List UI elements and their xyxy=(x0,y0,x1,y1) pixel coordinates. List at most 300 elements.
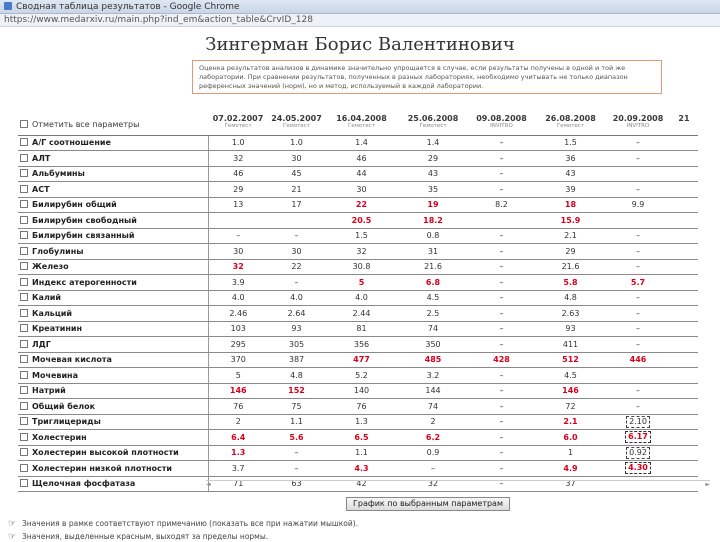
value-text: – xyxy=(636,231,640,241)
parameter-checkbox[interactable] xyxy=(20,293,28,301)
value-text: 32 xyxy=(232,262,244,272)
parameter-name: Билирубин связанный xyxy=(32,231,135,241)
parameter-cell[interactable] xyxy=(18,306,208,322)
value-cell xyxy=(325,290,398,306)
parameter-cell[interactable] xyxy=(18,476,208,492)
value-text: 44 xyxy=(356,169,367,179)
table-row xyxy=(18,290,698,306)
value-text: 0.9 xyxy=(426,448,440,458)
date-column-header[interactable] xyxy=(325,114,398,135)
parameter-cell[interactable] xyxy=(18,166,208,182)
footnote-text: Значения, выделенные красным, выходят за пределы нормы. xyxy=(22,532,269,541)
parameter-name: Билирубин общий xyxy=(32,200,117,210)
value-text: 1.3 xyxy=(231,448,246,458)
column-lab: Гемотест xyxy=(419,123,447,129)
column-date[interactable]: 09.08.2008 xyxy=(476,114,527,123)
parameter-checkbox[interactable] xyxy=(20,185,28,193)
parameter-name: Кальций xyxy=(32,308,72,318)
value-cell xyxy=(606,306,670,322)
column-date[interactable]: 20.09.2008 xyxy=(612,114,664,123)
value-cell xyxy=(398,306,468,322)
value-cell xyxy=(325,321,398,337)
value-cell xyxy=(268,135,325,151)
value-text: – xyxy=(499,401,504,411)
value-text: 21.6 xyxy=(561,262,580,272)
table-row xyxy=(18,135,698,151)
value-cell xyxy=(208,151,268,167)
overflow-cell xyxy=(670,321,698,337)
value-text: 4.9 xyxy=(563,463,578,473)
parameter-name: Мочевина xyxy=(32,370,78,380)
value-cell[interactable] xyxy=(606,430,670,446)
parameter-checkbox[interactable] xyxy=(20,231,28,239)
date-column-header[interactable] xyxy=(208,114,268,135)
parameter-checkbox[interactable] xyxy=(20,479,28,487)
value-cell xyxy=(535,244,606,260)
parameter-checkbox[interactable] xyxy=(20,138,28,146)
horizontal-scrollbar[interactable] xyxy=(206,480,710,488)
value-text: 1.5 xyxy=(564,138,577,148)
value-text: 4.5 xyxy=(564,370,577,380)
parameter-name: А/Г соотношение xyxy=(32,138,111,148)
value-cell xyxy=(325,337,398,353)
value-cell xyxy=(268,337,325,353)
value-text: 4.0 xyxy=(355,293,368,303)
table-row xyxy=(18,306,698,322)
value-text: – xyxy=(499,138,504,148)
value-cell xyxy=(468,244,535,260)
value-text: 2.5 xyxy=(426,308,440,318)
parameter-checkbox[interactable] xyxy=(20,417,28,425)
value-text: 46 xyxy=(356,153,367,163)
value-cell xyxy=(468,135,535,151)
overflow-cell xyxy=(670,383,698,399)
address-bar[interactable] xyxy=(0,14,720,27)
value-cell xyxy=(535,321,606,337)
value-cell xyxy=(468,321,535,337)
table-row xyxy=(18,368,698,384)
parameter-checkbox[interactable] xyxy=(20,448,28,456)
value-cell xyxy=(208,414,268,430)
value-text: – xyxy=(499,324,504,334)
value-cell xyxy=(325,166,398,182)
value-text: 76 xyxy=(233,401,244,411)
value-text: – xyxy=(294,448,299,458)
value-cell xyxy=(268,197,325,213)
parameter-cell[interactable] xyxy=(18,213,208,229)
value-cell xyxy=(468,399,535,415)
parameter-checkbox[interactable] xyxy=(20,262,28,270)
date-column-header[interactable] xyxy=(606,114,670,135)
parameter-checkbox[interactable] xyxy=(20,154,28,162)
value-cell xyxy=(325,306,398,322)
value-cell xyxy=(398,461,468,477)
value-cell xyxy=(208,399,268,415)
column-date[interactable]: 21 xyxy=(678,114,690,123)
value-text: 6.4 xyxy=(231,432,246,442)
value-text: 1.4 xyxy=(355,138,368,148)
value-text: 5.7 xyxy=(630,277,646,287)
value-text: 8.2 xyxy=(495,200,508,210)
value-cell xyxy=(268,290,325,306)
column-lab: INVITRO xyxy=(626,123,650,129)
overflow-cell xyxy=(670,368,698,384)
value-text: – xyxy=(294,231,299,241)
value-cell xyxy=(606,337,670,353)
value-text: – xyxy=(499,246,504,256)
parameter-name: Триглицериды xyxy=(32,417,101,427)
value-cell xyxy=(325,135,398,151)
parameter-cell[interactable] xyxy=(18,445,208,461)
value-text: 4.0 xyxy=(290,293,303,303)
value-cell xyxy=(325,368,398,384)
parameter-name: Холестерин высокой плотности xyxy=(32,448,179,458)
value-cell[interactable] xyxy=(606,445,670,461)
value-text: 5 xyxy=(358,277,365,287)
value-text: – xyxy=(499,417,504,427)
column-date[interactable]: 26.08.2008 xyxy=(545,114,596,123)
value-cell xyxy=(268,275,325,291)
parameter-cell[interactable] xyxy=(18,414,208,430)
value-cell xyxy=(606,135,670,151)
value-text: 1.3 xyxy=(355,417,368,427)
value-text: – xyxy=(236,231,241,241)
value-cell xyxy=(208,337,268,353)
parameter-checkbox[interactable] xyxy=(20,309,28,317)
value-text: – xyxy=(499,169,504,179)
value-cell xyxy=(535,182,606,198)
overflow-cell xyxy=(670,244,698,260)
value-cell xyxy=(268,461,325,477)
value-cell xyxy=(268,228,325,244)
select-all-checkbox[interactable] xyxy=(20,120,28,128)
value-cell xyxy=(606,321,670,337)
value-cell[interactable] xyxy=(606,461,670,477)
value-cell xyxy=(535,228,606,244)
value-text: 356 xyxy=(353,339,370,349)
scroll-left-icon[interactable]: ◄ xyxy=(206,481,211,488)
parameter-name: Креатинин xyxy=(32,324,82,334)
value-cell xyxy=(398,259,468,275)
value-cell xyxy=(606,182,670,198)
value-cell xyxy=(535,383,606,399)
value-text: 18.2 xyxy=(423,215,443,225)
value-cell xyxy=(468,213,535,229)
value-text: 485 xyxy=(424,355,442,365)
column-date[interactable]: 16.04.2008 xyxy=(336,114,387,123)
select-all-label: Отметить все параметры xyxy=(32,119,140,129)
value-text: 6.8 xyxy=(425,277,441,287)
select-all-cell[interactable] xyxy=(18,114,208,135)
value-cell xyxy=(208,228,268,244)
parameter-checkbox[interactable] xyxy=(20,386,28,394)
value-cell xyxy=(398,213,468,229)
overflow-cell xyxy=(670,275,698,291)
date-column-header[interactable] xyxy=(268,114,325,135)
value-cell xyxy=(468,259,535,275)
table-row xyxy=(18,244,698,260)
value-cell xyxy=(208,461,268,477)
parameter-checkbox[interactable] xyxy=(20,464,28,472)
column-date[interactable]: 25.06.2008 xyxy=(407,114,459,123)
parameter-checkbox[interactable] xyxy=(20,169,28,177)
parameter-cell[interactable] xyxy=(18,461,208,477)
value-text: 1.0 xyxy=(231,138,245,148)
value-cell xyxy=(468,228,535,244)
page-title: Зингерман Борис Валентинович xyxy=(205,34,515,55)
value-text: 446 xyxy=(629,355,647,365)
value-text: 477 xyxy=(353,355,370,365)
value-cell xyxy=(468,352,535,368)
value-cell xyxy=(398,445,468,461)
parameter-cell[interactable] xyxy=(18,337,208,353)
value-cell xyxy=(208,290,268,306)
parameter-cell[interactable] xyxy=(18,321,208,337)
value-cell xyxy=(398,290,468,306)
value-cell xyxy=(398,430,468,446)
value-text: 140 xyxy=(353,386,370,396)
table-row xyxy=(18,213,698,229)
value-text: 29 xyxy=(427,153,439,163)
value-cell xyxy=(268,166,325,182)
value-text: – xyxy=(499,293,504,303)
value-text: 32 xyxy=(427,479,439,489)
parameter-cell[interactable] xyxy=(18,135,208,151)
value-cell xyxy=(268,430,325,446)
value-text: 387 xyxy=(288,355,305,365)
value-text: 411 xyxy=(562,339,579,349)
value-text: – xyxy=(636,138,640,148)
value-cell xyxy=(468,275,535,291)
value-cell xyxy=(325,461,398,477)
parameter-checkbox[interactable] xyxy=(20,216,28,224)
value-text: – xyxy=(294,277,299,287)
value-cell xyxy=(606,197,670,213)
table-row xyxy=(18,352,698,368)
value-cell xyxy=(535,213,606,229)
value-cell xyxy=(208,321,268,337)
value-text: 21.6 xyxy=(424,262,442,272)
value-cell xyxy=(208,166,268,182)
value-text: 32 xyxy=(356,246,367,256)
value-text: – xyxy=(499,339,504,349)
value-cell xyxy=(606,166,670,182)
value-cell xyxy=(325,182,398,198)
value-cell xyxy=(398,166,468,182)
value-text: 43 xyxy=(565,169,576,179)
overflow-cell xyxy=(670,135,698,151)
table-row xyxy=(18,259,698,275)
value-text: 0.92 xyxy=(626,447,650,459)
value-cell xyxy=(606,368,670,384)
browser-title-bar xyxy=(0,0,720,14)
parameter-name: АСТ xyxy=(32,184,50,194)
value-cell xyxy=(208,445,268,461)
parameter-checkbox[interactable] xyxy=(20,200,28,208)
overflow-cell xyxy=(670,306,698,322)
overflow-cell xyxy=(670,461,698,477)
parameter-name: Глобулины xyxy=(32,246,84,256)
column-lab: Гемотест xyxy=(556,123,585,129)
value-cell xyxy=(606,383,670,399)
value-text: 2 xyxy=(235,417,241,427)
parameter-cell[interactable] xyxy=(18,228,208,244)
date-column-header[interactable] xyxy=(398,114,468,135)
value-text: 46 xyxy=(233,169,244,179)
parameter-cell[interactable] xyxy=(18,290,208,306)
value-cell xyxy=(208,383,268,399)
parameter-checkbox[interactable] xyxy=(20,324,28,332)
value-cell xyxy=(468,383,535,399)
parameter-cell[interactable] xyxy=(18,399,208,415)
value-text: 152 xyxy=(288,386,305,396)
value-cell xyxy=(606,290,670,306)
footnote-red xyxy=(8,532,720,542)
value-cell xyxy=(268,383,325,399)
value-cell xyxy=(325,197,398,213)
parameter-checkbox[interactable] xyxy=(20,402,28,410)
value-cell[interactable] xyxy=(606,414,670,430)
value-text: 32 xyxy=(233,153,244,163)
value-text: 17 xyxy=(291,200,302,210)
value-cell xyxy=(398,228,468,244)
parameter-name: АЛТ xyxy=(32,153,51,163)
value-cell xyxy=(325,213,398,229)
parameter-checkbox[interactable] xyxy=(20,371,28,379)
parameter-cell[interactable] xyxy=(18,430,208,446)
parameter-name: ЛДГ xyxy=(32,339,51,349)
value-text: 63 xyxy=(291,479,302,489)
value-text: – xyxy=(636,324,640,334)
value-cell xyxy=(535,151,606,167)
value-text: 22 xyxy=(355,200,368,210)
overflow-cell xyxy=(670,399,698,415)
column-date[interactable]: 24.05.2007 xyxy=(271,114,322,123)
overflow-cell xyxy=(670,414,698,430)
value-text: – xyxy=(499,231,504,241)
value-text: 72 xyxy=(565,401,576,411)
footnote-text: Значения в рамке соответствуют примечанию (показать все при нажатии мышкой). xyxy=(22,519,359,528)
value-cell xyxy=(468,166,535,182)
value-cell xyxy=(325,383,398,399)
value-cell xyxy=(325,430,398,446)
parameter-checkbox[interactable] xyxy=(20,355,28,363)
url-text[interactable]: https://www.medarхiv.ru/main.php?ind_em&action_table&CrvID_128 xyxy=(4,15,313,25)
date-column-header[interactable] xyxy=(670,114,698,135)
value-cell xyxy=(325,352,398,368)
value-cell xyxy=(398,182,468,198)
parameter-cell[interactable] xyxy=(18,151,208,167)
table-row xyxy=(18,197,698,213)
value-text: 31 xyxy=(427,246,439,256)
parameter-cell[interactable] xyxy=(18,368,208,384)
parameter-cell[interactable] xyxy=(18,383,208,399)
value-cell xyxy=(325,275,398,291)
value-text: 22 xyxy=(291,262,302,272)
overflow-cell xyxy=(670,352,698,368)
value-text: 6.2 xyxy=(425,432,441,442)
overflow-cell xyxy=(670,197,698,213)
value-text: – xyxy=(636,386,640,396)
scroll-right-icon[interactable]: ► xyxy=(705,481,710,488)
value-text: – xyxy=(431,463,435,473)
table-row xyxy=(18,445,698,461)
parameter-cell[interactable] xyxy=(18,259,208,275)
value-cell xyxy=(468,445,535,461)
parameter-name: Билирубин свободный xyxy=(32,215,137,225)
value-cell xyxy=(268,182,325,198)
value-text: 20.5 xyxy=(351,215,372,225)
parameter-checkbox[interactable] xyxy=(20,433,28,441)
table-row xyxy=(18,461,698,477)
date-column-header[interactable] xyxy=(468,114,535,135)
value-text: 39 xyxy=(565,184,576,194)
value-cell xyxy=(535,461,606,477)
value-cell xyxy=(398,197,468,213)
parameter-checkbox[interactable] xyxy=(20,340,28,348)
parameter-checkbox[interactable] xyxy=(20,247,28,255)
value-text: 2.1 xyxy=(564,231,577,241)
value-cell xyxy=(398,275,468,291)
table-header-row xyxy=(18,114,698,135)
chart-selected-button[interactable]: График по выбранным параметрам xyxy=(346,497,510,511)
value-text: – xyxy=(636,246,640,256)
value-cell xyxy=(535,166,606,182)
value-cell xyxy=(208,259,268,275)
table-row xyxy=(18,321,698,337)
value-text: 4.8 xyxy=(564,293,577,303)
pointing-hand-icon: ☞ xyxy=(8,532,17,542)
value-text: 30.8 xyxy=(352,262,371,272)
value-text: 2 xyxy=(430,417,436,427)
value-cell xyxy=(268,321,325,337)
value-cell xyxy=(606,151,670,167)
value-cell xyxy=(398,337,468,353)
parameter-checkbox[interactable] xyxy=(20,278,28,286)
value-text: 2.64 xyxy=(287,308,306,318)
value-text: 305 xyxy=(288,339,305,349)
value-text: 512 xyxy=(562,355,579,365)
value-text: 428 xyxy=(493,355,510,365)
overflow-cell xyxy=(670,290,698,306)
value-cell xyxy=(468,197,535,213)
table-row xyxy=(18,166,698,182)
value-text: – xyxy=(499,432,504,442)
parameter-cell[interactable] xyxy=(18,244,208,260)
table-row xyxy=(18,275,698,291)
value-text: 29 xyxy=(233,184,244,194)
parameter-cell[interactable] xyxy=(18,275,208,291)
value-text: 45 xyxy=(291,169,302,179)
date-column-header[interactable] xyxy=(535,114,606,135)
value-text: – xyxy=(636,262,640,272)
value-text: 3.7 xyxy=(231,463,245,473)
value-cell xyxy=(208,213,268,229)
value-cell xyxy=(606,399,670,415)
value-text: 15.9 xyxy=(560,215,581,225)
value-cell xyxy=(268,445,325,461)
value-text: – xyxy=(499,277,504,287)
column-date[interactable]: 07.02.2007 xyxy=(212,114,264,123)
parameter-cell[interactable] xyxy=(18,197,208,213)
parameter-cell[interactable] xyxy=(18,182,208,198)
table-row xyxy=(18,399,698,415)
parameter-name: Общий белок xyxy=(32,401,96,411)
parameter-cell[interactable] xyxy=(18,352,208,368)
value-cell xyxy=(208,368,268,384)
value-text: – xyxy=(499,448,504,458)
value-text: 5.2 xyxy=(355,370,368,380)
